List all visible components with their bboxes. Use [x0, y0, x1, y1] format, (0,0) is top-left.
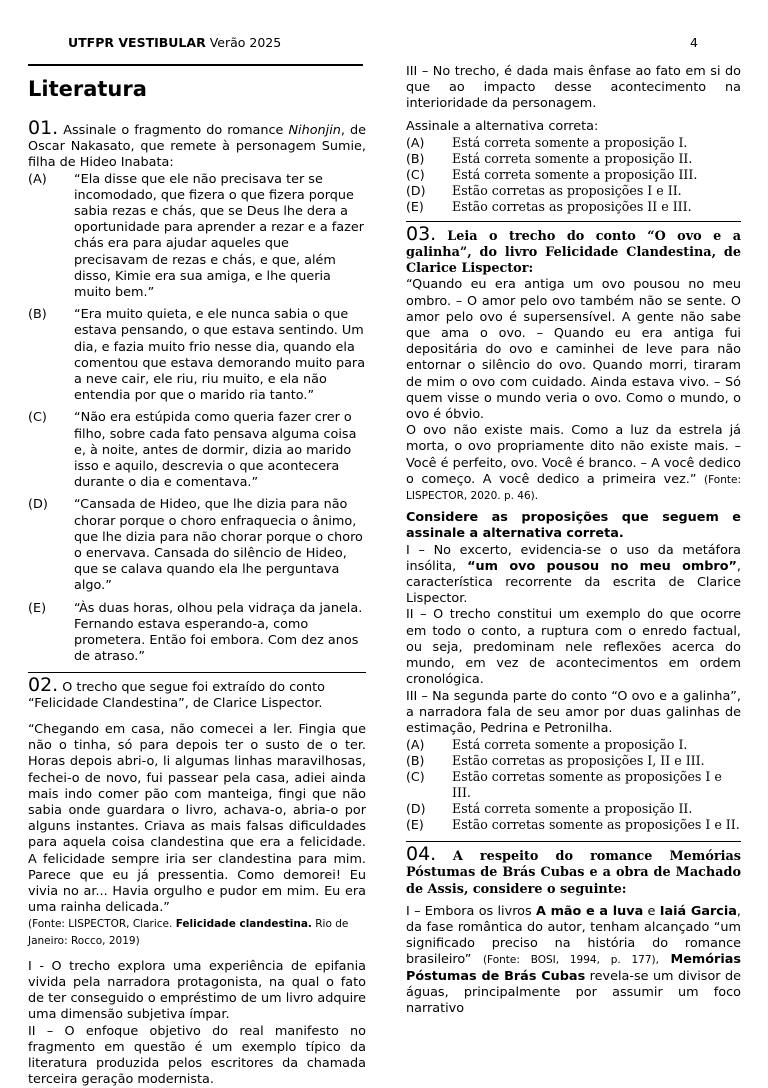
q02-instruction: Assinale a alternativa correta: — [406, 119, 741, 135]
question-01 — [28, 120, 366, 666]
option-text: Está correta somente a proposição II. — [452, 151, 741, 167]
exam-edition: Verão 2025 — [210, 35, 282, 50]
q03-prop-i-b: , característica recorrente da escrita de Clarice Lispector. — [406, 559, 741, 606]
q03-stem — [406, 226, 741, 278]
q02-source-title: Felicidade clandestina. — [176, 918, 312, 930]
header-rule — [28, 64, 363, 66]
q02-excerpt: “Chegando em casa, não comecei a ler. Fingia que não o tinha, só para depois ter o susto de o ter. Horas depois abri-o, li algumas linhas maravilhosas, fechei-o de novo, fui passear pela casa, adiei ainda mais indo comer pão com manteiga, fingi que não sabia onde guardara o livro, achava-o, abria-o por alguns instantes. Criava as mais falsas dificuldades para aquela coisa clandestina que era a felicidade. A felicidade sempre iria ser clandestina para mim. Parece que eu já pressentia. Como demorei! Eu vivia no ar... Havia orgulho e pudor em mim. Eu era uma rainha delicada.” — [28, 722, 366, 916]
q02-number: 02. — [28, 674, 58, 696]
section-title: Literatura — [28, 76, 366, 102]
option-letter: (E) — [406, 817, 452, 833]
option-letter: (C) — [28, 410, 74, 491]
option-letter: (D) — [406, 801, 452, 817]
q02-source-a: (Fonte: LISPECTOR, Clarice. — [28, 918, 172, 930]
page-number: 4 — [690, 35, 698, 50]
question-04 — [406, 846, 741, 1017]
q04-proposition-i — [406, 904, 741, 1017]
option-letter: (B) — [28, 307, 74, 404]
q02-source — [28, 916, 366, 948]
option-letter: (B) — [406, 151, 452, 167]
q03-source: (Fonte: LISPECTOR, 2020. p. 46). — [406, 474, 741, 502]
left-column — [28, 76, 366, 1088]
option-text: “Cansada de Hideo, que lhe dizia para não chorar porque o choro enfraquecia o ânimo, que lhe dizia para não chorar porque o choro o enervava. Cansada do silêncio de Hideo, que se calava quando ela lhe perguntava algo.” — [74, 497, 366, 594]
q01-number: 01. — [28, 117, 58, 139]
q03-option-a[interactable] — [406, 737, 741, 753]
q01-option-e[interactable] — [28, 601, 366, 666]
q03-instruction: Considere as proposições que seguem e assinale a alternativa correta. — [406, 510, 741, 542]
page-header — [68, 35, 281, 50]
q04-book-3: Memórias Póstumas de Brás Cubas — [406, 952, 741, 983]
q03-option-d[interactable] — [406, 801, 741, 817]
q04-conj: e — [648, 904, 656, 919]
q01-option-c[interactable] — [28, 410, 366, 491]
q01-stem — [28, 120, 366, 172]
q03-stem-text: Leia o trecho do conto “O ovo e a galinha”, do livro Felicidade Clandestina, de Clarice Lispector: — [406, 229, 741, 276]
q02-option-c[interactable] — [406, 167, 741, 183]
q02-option-b[interactable] — [406, 151, 741, 167]
right-column — [406, 64, 741, 1017]
option-letter: (A) — [406, 135, 452, 151]
q02-proposition-i: I - O trecho explora uma experiência de epifania vivida pela narradora protagonista, na qual o fato de ter conseguido o empréstimo de um livro adquire uma dimensão subjetiva ímpar. — [28, 959, 366, 1024]
option-letter: (B) — [406, 753, 452, 769]
q03-excerpt-part2-text: O ovo não existe mais. Como a luz da estrela já morta, o ovo propriamente dito não existe mais. – Você é perfeito, ovo. Você é branco. – A você dedico o começo. A você dedico a primeira vez.” — [406, 423, 741, 487]
q03-number: 03. — [406, 223, 436, 245]
option-letter: (C) — [406, 167, 452, 183]
option-text: Estão corretas as proposições II e III. — [452, 199, 741, 215]
q01-novel-title: Nihonjin — [288, 123, 340, 138]
option-text: Está correta somente a proposição III. — [452, 167, 741, 183]
q02-stem — [28, 677, 366, 712]
option-text: Estão corretas somente as proposições I e III. — [452, 769, 741, 801]
option-letter: (A) — [28, 172, 74, 302]
option-letter: (D) — [406, 183, 452, 199]
q01-stem-text-b: , de Oscar Nakasato, que remete à personagem Sumie, filha de Hideo Inabata: — [28, 123, 366, 170]
option-text: Estão corretas as proposições I e II. — [452, 183, 741, 199]
q04-prop-i-c: revela-se um divisor de águas, principalmente por assumir um foco narrativo — [406, 969, 741, 1016]
question-divider — [28, 672, 366, 673]
q04-number: 04. — [406, 843, 436, 865]
option-text: “Às duas horas, olhou pela vidraça da janela. Fernando estava esperando-a, como prometera. Então foi embora. Com dez anos de atraso.” — [74, 601, 366, 666]
q02-proposition-ii: II – O enfoque objetivo do real manifesto no fragmento em questão é um exemplo típico da literatura produzida pelos escritores da chamada terceira geração modernista. — [28, 1024, 366, 1088]
q03-proposition-iii: III – Na segunda parte do conto “O ovo e a galinha”, a narradora fala de seu amor por duas galinhas de estimação, Pedrina e Petronilha. — [406, 689, 741, 738]
q04-stem — [406, 846, 741, 898]
q04-book-1: A mão e a luva — [536, 904, 643, 919]
q03-option-b[interactable] — [406, 753, 741, 769]
exam-name: UTFPR VESTIBULAR — [68, 35, 206, 50]
q03-proposition-i — [406, 543, 741, 608]
option-letter: (E) — [406, 199, 452, 215]
q04-book-2: Iaiá Garcia — [660, 904, 737, 919]
option-text: Está correta somente a proposição II. — [452, 801, 741, 817]
q03-option-c[interactable] — [406, 769, 741, 801]
q04-source: (Fonte: BOSI, 1994, p. 177), — [483, 954, 659, 966]
q04-prop-i-a: I – Embora os livros — [406, 904, 532, 919]
q02-option-e[interactable] — [406, 199, 741, 215]
q01-option-d[interactable] — [28, 497, 366, 594]
q03-prop-i-quote: “um ovo pousou no meu ombro” — [467, 559, 737, 574]
option-letter: (C) — [406, 769, 452, 801]
q04-stem-text: A respeito do romance Memórias Póstumas de Brás Cubas e a obra de Machado de Assis, considere o seguinte: — [406, 849, 741, 896]
q01-option-a[interactable] — [28, 172, 366, 302]
option-letter: (D) — [28, 497, 74, 594]
q03-excerpt-part1: “Quando eu era antiga um ovo pousou no meu ombro. – O amor pelo ovo também não se sente. O amor pelo ovo é supersensível. A gente não sabe que ama o ovo. – Quando eu era antiga fui depositária do ovo e caminhei de leve para não entornar o silêncio do ovo. Quando morri, tiraram de mim o ovo com cuidado. Ainda estava vivo. – Só quem visse o mundo veria o ovo. Como o mundo, o ovo é óbvio. — [406, 277, 741, 423]
option-text: Estão corretas somente as proposições I e II. — [452, 817, 741, 833]
question-02 — [28, 677, 366, 1088]
q02-source-b: Rio de Janeiro: Rocco, 2019) — [28, 918, 348, 946]
option-text: “Ela disse que ele não precisava ter se incomodado, que fizera o que fizera porque sabia rezas e chás, que se Deus lhe dera a oportunidade para aprender a rezar e a fazer chás era para ajudar aqueles que precisavam de rezas e chás, e que, além disso, Kimie era sua amiga, e lhe queria muito bem.” — [74, 172, 366, 302]
q02-stem-text: O trecho que segue foi extraído do conto “Felicidade Clandestina”, de Clarice Lispector. — [28, 680, 325, 711]
option-text: Está correta somente a proposição I. — [452, 737, 741, 753]
q02-option-a[interactable] — [406, 135, 741, 151]
option-letter: (E) — [28, 601, 74, 666]
question-03 — [406, 226, 741, 833]
q04-prop-i-b: , da fase romântica do autor, tenham alcançado “um significado preciso na história do romance brasileiro” — [406, 904, 741, 968]
option-text: “Era muito quieta, e ele nunca sabia o que estava pensando, o que estava sentindo. Um dia, e fazia muito frio nesse dia, quando ela comentou que estava demorando muito para a neve cair, ele riu, riu muito, e ela não entendia por que o marido ria tanto.” — [74, 307, 366, 404]
q03-excerpt-part2 — [406, 423, 741, 504]
question-divider — [406, 221, 741, 222]
q02-proposition-iii: III – No trecho, é dada mais ênfase ao fato em si do que ao impacto desse acontecimento na interioridade da personagem. — [406, 64, 741, 113]
question-divider — [406, 841, 741, 842]
q01-stem-text-a: Assinale o fragmento do romance — [63, 123, 283, 138]
q03-option-e[interactable] — [406, 817, 741, 833]
option-text: Está correta somente a proposição I. — [452, 135, 741, 151]
option-text: “Não era estúpida como queria fazer crer o filho, sobre cada fato pensava alguma coisa e, à noite, antes de dormir, dizia ao marido isso e aquilo, descrevia o que acontecera durante o dia e comentava.” — [74, 410, 366, 491]
option-letter: (A) — [406, 737, 452, 753]
q03-prop-i-a: I – No excerto, evidencia-se o uso da metáfora insólita, — [406, 543, 741, 574]
q02-option-d[interactable] — [406, 183, 741, 199]
option-text: Estão corretas as proposições I, II e III. — [452, 753, 741, 769]
q03-proposition-ii: II – O trecho constitui um exemplo do que ocorre em todo o conto, a ruptura com o enredo factual, ou seja, predominam nele reflexões acerca do mundo, em vez de acontecimentos em ordem cronológica. — [406, 607, 741, 688]
q01-option-b[interactable] — [28, 307, 366, 404]
